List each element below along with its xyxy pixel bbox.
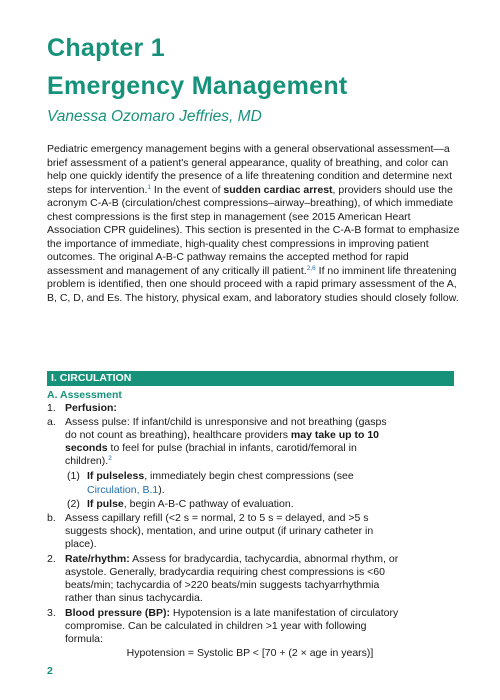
- reference-1[interactable]: 1: [147, 183, 152, 191]
- list-item-line: rather than sinus tachycardia.: [65, 592, 203, 604]
- list-item-line: asystole. Generally, bradycardia requiring chest compressions is <60: [65, 566, 385, 578]
- chapter-title: Emergency Management: [47, 72, 348, 100]
- intro-text-2: In the event of: [151, 183, 224, 196]
- item-number: 1.: [47, 402, 56, 414]
- hypotension-formula: Hypotension = Systolic BP < [70 + (2 × age in years)]: [126, 647, 374, 659]
- chapter-label: Chapter 1: [47, 34, 166, 62]
- list-item-line: children).$^2$: [65, 455, 112, 467]
- intro-bold-term: sudden cardiac arrest: [223, 183, 333, 196]
- reference-2-6[interactable]: 2,6: [306, 264, 316, 272]
- list-item-line: Assess pulse: If infant/child is unresponsive and not breathing (gasps: [65, 416, 387, 428]
- list-item-line: formula:: [65, 633, 103, 645]
- sub-item-number: (1): [67, 470, 80, 482]
- list-item-line: Blood pressure (BP): Hypotension is a late manifestation of circulatory: [65, 607, 399, 619]
- circulation-link[interactable]: Circulation, B.1: [87, 484, 159, 496]
- item-number: 2.: [47, 553, 56, 565]
- author-name: Vanessa Ozomaro Jeffries, MD: [47, 108, 262, 125]
- subsection-title: A. Assessment: [47, 389, 122, 401]
- list-item-line: suggests shock), mentation, and urine output (if urinary catheter in: [65, 525, 374, 537]
- list-item-line: Assess capillary refill (<2 s = normal, 2 to 5 s = delayed, and >5 s: [65, 512, 369, 524]
- intro-paragraph: [47, 143, 462, 305]
- list-item-line: If pulseless, immediately begin chest compressions (see: [87, 470, 354, 482]
- section-title: I. CIRCULATION: [51, 372, 132, 384]
- item-label-perfusion: Perfusion:: [65, 402, 117, 414]
- list-item-line: place).: [65, 538, 97, 550]
- item-number: 3.: [47, 607, 56, 619]
- list-item-line: beats/min; tachycardia of >220 beats/min suggests tachyarrhythmia: [65, 579, 380, 591]
- list-item-line: compromise. Can be calculated in children >1 year with following: [65, 620, 367, 632]
- list-item-line: do not count as breathing), healthcare providers may take up to 10: [65, 429, 380, 441]
- intro-text-3: , providers should use the acronym C-A-B (circulation/chest compressions–airway–breathing), of which immediate chest compressions is the first step in management (see 2015 American Heart Association CPR guidelines). This section is presented in the C-A-B format to emphasize the importance of immediate, high-quality chest compressions in improving patient outcomes. The original A-B-C pathway remains the accepted method for rapid assessment and management of any critically ill patient.: [47, 183, 460, 277]
- sub-item-number: (2): [67, 498, 80, 510]
- intro-text-4: If no imminent life threatening problem is identified, then one should proceed with a rapid primary assessment of the A, B, C, D, and Es. The history, physical exam, and laboratory studies should closely follow.: [47, 264, 459, 304]
- list-item-line: Circulation, B.1).: [87, 484, 165, 496]
- reference-2[interactable]: 2: [108, 455, 112, 462]
- item-letter-a: a.: [47, 416, 56, 428]
- item-letter-b: b.: [47, 512, 56, 524]
- list-item-line: seconds to feel for pulse (brachial in infants, carotid/femoral in: [65, 442, 357, 454]
- list-item-line: If pulse, begin A-B-C pathway of evaluation.: [87, 498, 294, 510]
- intro-text-1: Pediatric emergency management begins with a general observational assessment—a brief assessment of a patient's general appearance, quality of breathing, and color can help one quickly identify the presence of a life threatening condition and determine next steps for intervention.: [47, 143, 453, 196]
- section-header-bar: [47, 371, 454, 386]
- page-number: 2: [47, 665, 53, 677]
- list-item-line: Rate/rhythm: Assess for bradycardia, tachycardia, abnormal rhythm, or: [65, 553, 399, 565]
